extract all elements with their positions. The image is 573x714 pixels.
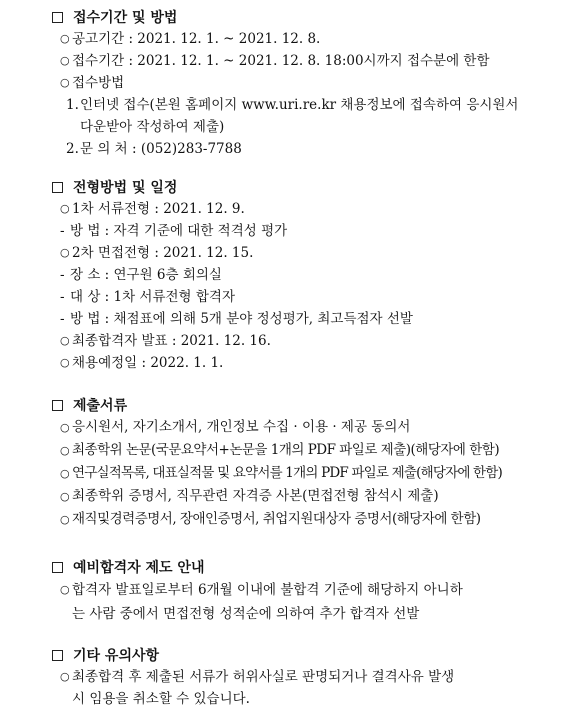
- section-heading: 기타 유의사항: [52, 644, 553, 666]
- bullet-circle-icon: ○: [60, 202, 70, 215]
- bullet-circle-icon: ○: [60, 246, 70, 259]
- list-item-numbered: 2. 문 의 처 : (052)283-7788: [66, 141, 242, 157]
- bullet-circle-icon: ○: [60, 356, 70, 369]
- list-item: ○ 1차 서류전형 : 2021. 12. 9.: [60, 198, 553, 220]
- bullet-circle-icon: ○: [60, 670, 70, 683]
- list-item-numbered: 1. 인터넷 접수(본원 홈페이지 www.uri.re.kr 채용정보에 접속하여 응시원서: [66, 97, 519, 113]
- section-required-documents: [52, 394, 553, 531]
- list-item: ○ 재직및경력증명서, 장애인증명서, 취업지원대상자 증명서(해당자에 한함): [60, 508, 553, 531]
- bullet-circle-icon: ○: [60, 444, 70, 457]
- bullet-circle-icon: ○: [60, 334, 70, 347]
- bullet-circle-icon: ○: [60, 583, 70, 596]
- checkbox-square-icon: [52, 400, 63, 411]
- list-item-sub: - 장 소 : 연구원 6층 회의실: [60, 267, 222, 283]
- checkbox-square-icon: [52, 12, 63, 23]
- bullet-circle-icon: ○: [60, 467, 69, 480]
- section-other-notes: [52, 644, 553, 710]
- section-heading: 제출서류: [52, 394, 553, 416]
- list-item: ○ 2차 면접전형 : 2021. 12. 15.: [60, 242, 553, 264]
- list-item: ○ 접수방법: [60, 72, 553, 94]
- list-item: ○ 연구실적목록, 대표실적물 및 요약서를 1개의 PDF 파일로 제출(해당자에 한함): [60, 462, 553, 485]
- list-item-sub: - 대 상 : 1차 서류전형 합격자: [60, 289, 236, 305]
- bullet-circle-icon: ○: [60, 421, 70, 434]
- list-item: ○ 최종학위 증명서, 직무관련 자격증 사본(면접전형 참석시 제출): [60, 485, 553, 508]
- list-item: ○ 접수기간 : 2021. 12. 1. ~ 2021. 12. 8. 18:00시까지 접수분에 한함: [60, 50, 553, 72]
- section-application-period: [52, 6, 553, 160]
- section-reserve-candidates: [52, 556, 553, 626]
- checkbox-square-icon: [52, 650, 63, 661]
- list-item: ○ 공고기간 : 2021. 12. 1. ~ 2021. 12. 8.: [60, 28, 553, 50]
- bullet-circle-icon: ○: [60, 513, 70, 526]
- list-item: ○ 최종합격자 발표 : 2021. 12. 16.: [60, 330, 553, 352]
- list-item: ○ 최종학위 논문(국문요약서+논문을 1개의 PDF 파일로 제출)(해당자에 한함): [60, 439, 553, 462]
- bullet-circle-icon: ○: [60, 490, 70, 503]
- list-item-continuation: 는 사람 중에서 면접전형 성적순에 의하여 추가 합격자 선발: [72, 606, 420, 622]
- list-item-sub: - 방 법 : 자격 기준에 대한 적격성 평가: [60, 223, 288, 239]
- list-item: ○ 최종합격 후 제출된 서류가 허위사실로 판명되거나 결격사유 발생: [60, 666, 553, 688]
- checkbox-square-icon: [52, 562, 63, 573]
- list-item-sub: - 방 법 : 채점표에 의해 5개 분야 정성평가, 최고득점자 선발: [60, 311, 413, 327]
- section-selection-schedule: [52, 176, 553, 374]
- checkbox-square-icon: [52, 182, 63, 193]
- list-item: ○ 합격자 발표일로부터 6개월 이내에 불합격 기준에 해당하지 아니하: [60, 578, 553, 602]
- list-item-continuation: 시 임용을 취소할 수 있습니다.: [72, 691, 250, 707]
- bullet-circle-icon: ○: [60, 54, 70, 67]
- section-heading: 전형방법 및 일정: [52, 176, 553, 198]
- section-heading: 접수기간 및 방법: [52, 6, 553, 28]
- bullet-circle-icon: ○: [60, 32, 70, 45]
- list-item-continuation: 다운받아 작성하여 제출): [80, 119, 225, 135]
- list-item: ○ 채용예정일 : 2022. 1. 1.: [60, 352, 553, 374]
- bullet-circle-icon: ○: [60, 76, 70, 89]
- list-item: ○ 응시원서, 자기소개서, 개인정보 수집 · 이용 · 제공 동의서: [60, 416, 553, 439]
- section-heading: 예비합격자 제도 안내: [52, 556, 553, 578]
